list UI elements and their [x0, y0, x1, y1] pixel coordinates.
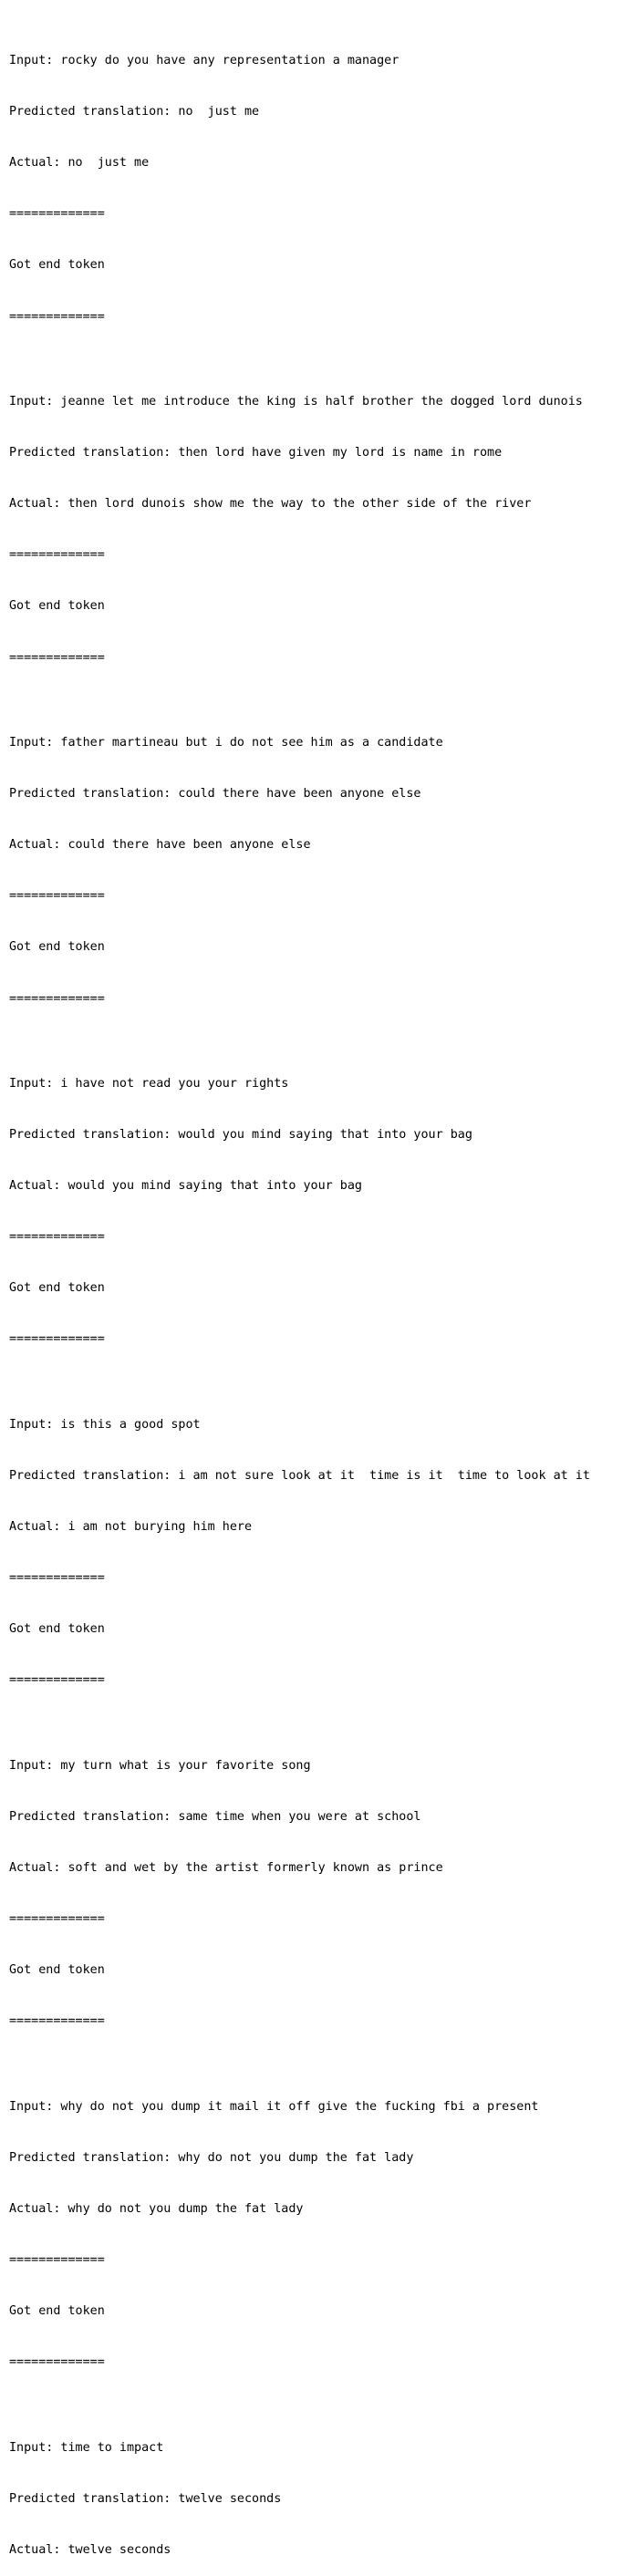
input-line: Input: my turn what is your favorite song: [9, 1758, 311, 1773]
actual-line: Actual: then lord dunois show me the way to the other side of the river: [9, 497, 532, 512]
separator-line: =============: [9, 2355, 105, 2370]
predicted-translation-line: Predicted translation: could there have been anyone else: [9, 787, 421, 802]
predicted-translation-line: Predicted translation: no just me: [9, 105, 260, 119]
input-line: Input: i have not read you your rights: [9, 1077, 289, 1091]
separator-line: =============: [9, 2014, 105, 2029]
separator-line: =============: [9, 309, 105, 324]
predicted-translation-line: Predicted translation: then lord have given my lord is name in rome: [9, 446, 503, 460]
end-token-line: Got end token: [9, 940, 105, 955]
input-line: Input: father martineau but i do not see him as a candidate: [9, 736, 443, 750]
input-line: Input: jeanne let me introduce the king is half brother the dogged lord dunois: [9, 395, 583, 409]
actual-line: Actual: would you mind saying that into your bag: [9, 1179, 362, 1194]
separator-line: =============: [9, 207, 105, 222]
input-line: Input: rocky do you have any representation a manager: [9, 54, 400, 68]
separator-line: =============: [9, 991, 105, 1006]
predicted-translation-line: Predicted translation: same time when you were at school: [9, 1810, 421, 1825]
separator-line: =============: [9, 2253, 105, 2268]
actual-line: Actual: i am not burying him here: [9, 1520, 253, 1535]
actual-line: Actual: twelve seconds: [9, 2543, 171, 2558]
end-token-line: Got end token: [9, 1963, 105, 1978]
input-line: Input: time to impact: [9, 2440, 164, 2455]
end-token-line: Got end token: [9, 1281, 105, 1296]
separator-line: =============: [9, 1230, 105, 1245]
separator-line: =============: [9, 650, 105, 665]
separator-line: =============: [9, 1673, 105, 1688]
actual-line: Actual: no just me: [9, 156, 150, 171]
end-token-line: Got end token: [9, 258, 105, 273]
end-token-line: Got end token: [9, 599, 105, 614]
actual-line: Actual: soft and wet by the artist formerly known as prince: [9, 1861, 443, 1876]
separator-line: =============: [9, 1332, 105, 1347]
actual-line: Actual: could there have been anyone else: [9, 838, 311, 853]
predicted-translation-line: Predicted translation: why do not you dump the fat lady: [9, 2151, 414, 2166]
predicted-translation-line: Predicted translation: i am not sure look at it time is it time to look at it: [9, 1469, 590, 1484]
end-token-line: Got end token: [9, 1622, 105, 1637]
actual-line: Actual: why do not you dump the fat lady: [9, 2202, 304, 2217]
predicted-translation-line: Predicted translation: would you mind saying that into your bag: [9, 1128, 472, 1143]
separator-line: =============: [9, 1571, 105, 1586]
separator-line: =============: [9, 548, 105, 563]
predicted-translation-line: Predicted translation: twelve seconds: [9, 2491, 282, 2506]
input-line: Input: why do not you dump it mail it off give the fucking fbi a present: [9, 2099, 539, 2114]
separator-line: =============: [9, 889, 105, 904]
input-line: Input: is this a good spot: [9, 1417, 201, 1432]
end-token-line: Got end token: [9, 2304, 105, 2319]
separator-line: =============: [9, 1912, 105, 1927]
